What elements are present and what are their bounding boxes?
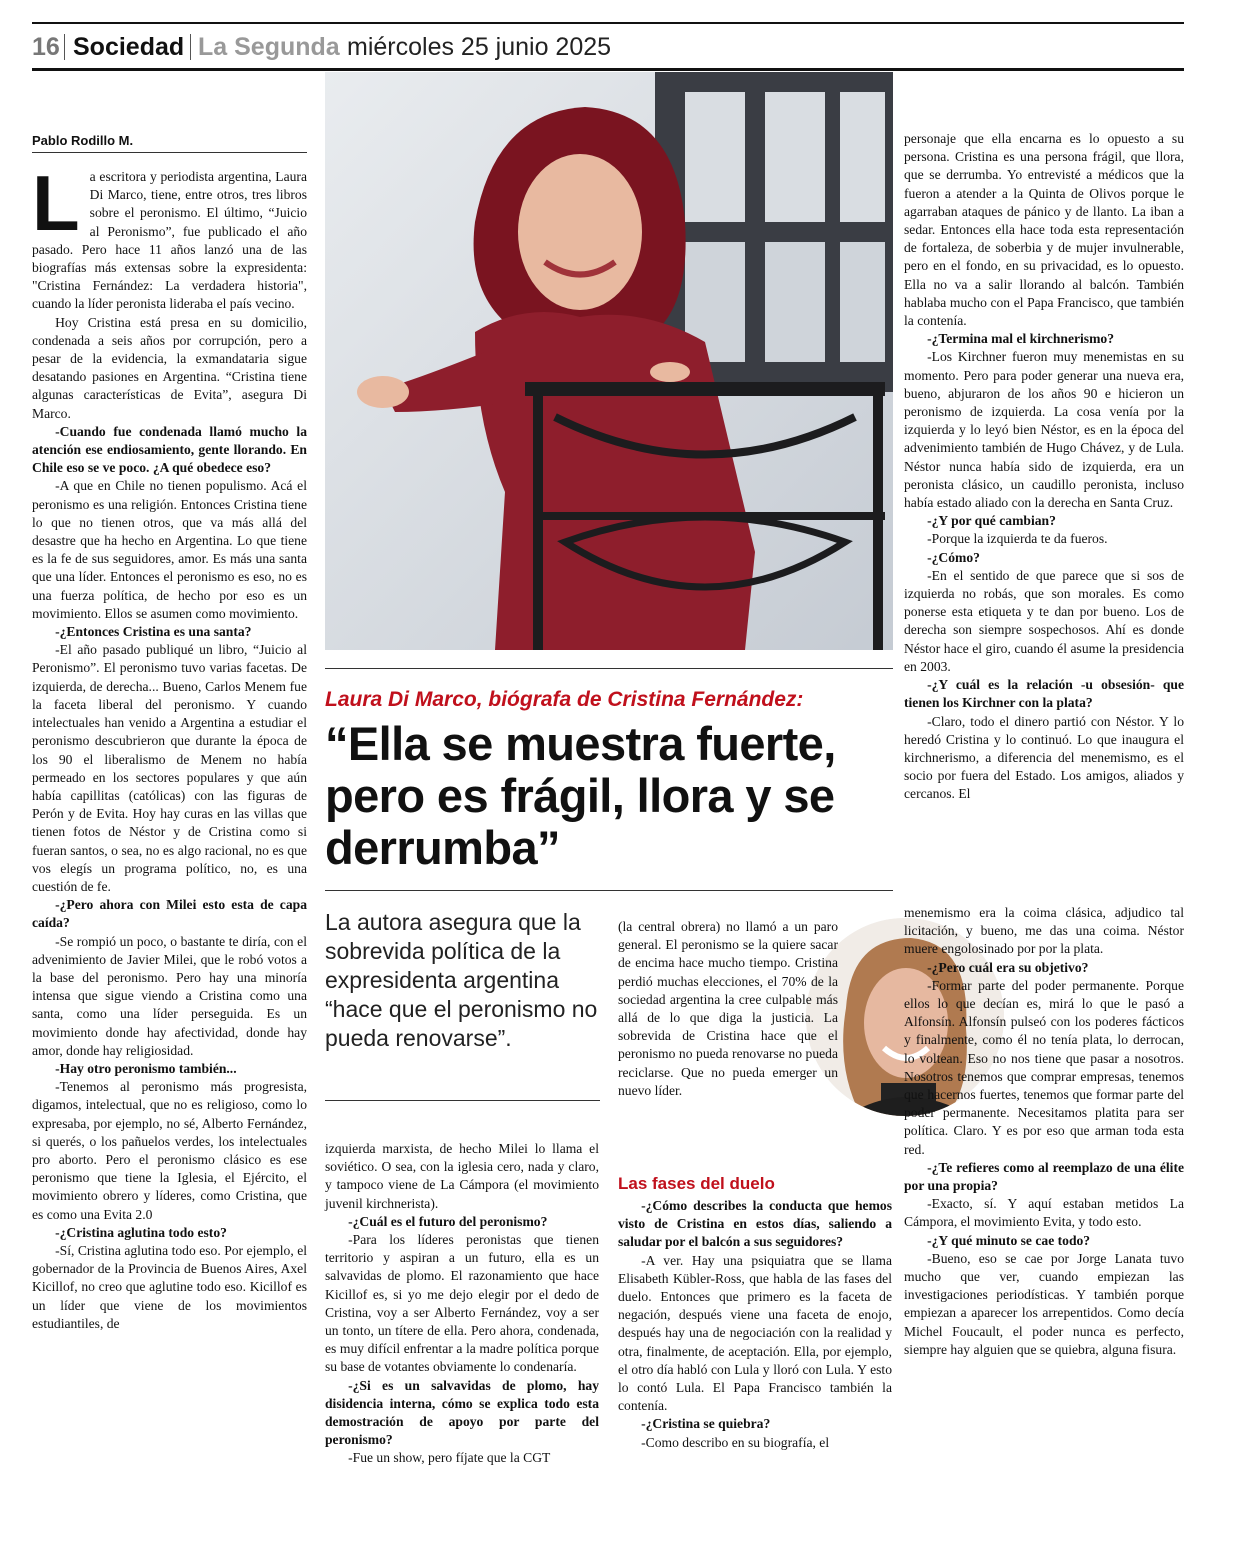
body-paragraph: -Se rompió un poco, o bastante te diría, con el advenimiento de Javier Milei, que le robó votos a la base del peronismo. Pero hay una minoría intensa que sigue viendo a Cristina como una santa, como una líder perseguida. Es un movimiento donde hay afectividad, donde hay amor, donde hay religiosidad. xyxy=(32,933,307,1058)
deck-rule xyxy=(325,1100,600,1101)
interview-question: -¿Y qué minuto se cae todo? xyxy=(927,1232,1091,1248)
publication-name: La Segunda xyxy=(198,33,340,61)
interview-question: -¿Pero cuál era su objetivo? xyxy=(927,959,1089,975)
body-paragraph: -Tenemos al peronismo más progresista, digamos, intelectual, que no es religioso, como lo expresaba, por ejemplo, no sé, Alberto Fernández, si querés, o los pañuelos verdes, los intelectuales pro aborto. Pero el peronismo clásico es ese peronismo que tiene la Iglesia, el Ejército, el movimiento obrero y líderes, como Cristina, que es como una Evita 2.0 xyxy=(32,1079,307,1222)
body-paragraph: -Porque la izquierda te da fueros. xyxy=(927,531,1108,547)
body-paragraph: -Bueno, eso se cae por Jorge Lanata tuvo mucho que ver, cuando empiezan las investigaciones periodísticas. Y también porque empiezan a aparecer los arrepentidos. Como decía Michel Foucault, el poder nunca es perfecto, siempre hay alguien que se quiebra, alguna fisura. xyxy=(904,1250,1184,1357)
interview-question: -¿Pero ahora con Milei esto esta de capa caída? xyxy=(32,897,307,931)
headline-rule xyxy=(325,890,893,891)
body-paragraph: -Los Kirchner fueron muy menemistas en su momento. Pero para poder generar una nueva era, bueno, abjuraron de los años 90 e hicieron un peronismo de izquierda. La cosa venía por la izquierda y lo leyó bien Néstor, es en la época del advenimiento también de Hugo Chávez, y de Lula. Néstor nunca había sido de izquierda, era un peronista clásico, un caudillo peronista, incluso había estado aliado con la derecha en Santa Cruz. xyxy=(904,349,1184,511)
subhead: Las fases del duelo xyxy=(618,1174,775,1193)
article-column-3 xyxy=(618,1197,892,1452)
interview-question: -¿Cristina aglutina todo esto? xyxy=(55,1224,227,1240)
deck: La autora asegura que la sobrevida política de la expresidenta argentina “hace que el peronismo no pueda renovarse”. xyxy=(325,909,598,1051)
interview-question: -¿Y por qué cambian? xyxy=(927,513,1056,529)
body-paragraph: menemismo era la coima clásica, adjudico tal licitación, y bueno, me das una coima. Néstor muere engolosinado por por la plata. xyxy=(904,905,1184,957)
body-paragraph: -Sí, Cristina aglutina todo eso. Por ejemplo, el gobernador de la Provincia de Buenos Aires, Axel Kicillof, no creo que aglutine todo eso. Kicillof es un líder que viene de los movimientos estudiantiles, de xyxy=(32,1242,307,1331)
interview-question: -¿Termina mal el kirchnerismo? xyxy=(927,331,1115,347)
interview-question: -¿Cómo describes la conducta que hemos visto de Cristina en estos días, saliendo a saludar por el balcón a sus seguidores? xyxy=(618,1198,892,1250)
body-paragraph: -Como describo en su biografía, el xyxy=(641,1434,830,1450)
body-paragraph: -Exacto, sí. Y aquí estaban metidos La Cámpora, el movimiento Evita, y todo esto. xyxy=(904,1196,1184,1230)
body-paragraph: -Para los líderes peronistas que tienen territorio y aspiran a un futuro, ella es un salvavidas de plomo. El razonamiento que hace Kicillof es, si yo me dejo elegir por el dedo de Cristina, voy a ser Alberto Fernández, voy a ser un tonto, un títere de ella. Pero ahora, condenada, es muy difícil enfrentar a la madre política porque su base de votantes obviamente lo condenaría. xyxy=(325,1232,599,1375)
article-column-4-bottom xyxy=(904,904,1184,1359)
body-paragraph: izquierda marxista, de hecho Milei lo llama el soviético. O sea, con la iglesia cero, nada y claro, y tampoco viene de La Cámpora (el movimiento juvenil kirchnerista). xyxy=(325,1141,599,1211)
interview-question: -¿Cristina se quiebra? xyxy=(641,1416,771,1432)
headline-kicker: Laura Di Marco, biógrafa de Cristina Fernández: xyxy=(325,688,804,711)
interview-question: -Hay otro peronismo también... xyxy=(55,1060,237,1076)
page-header xyxy=(32,22,1184,72)
header-rule xyxy=(32,68,1184,71)
main-photo xyxy=(325,72,893,650)
body-paragraph: La escritora y periodista argentina, Laura Di Marco, tiene, entre otros, tres libros sobre el peronismo. El último, “Juicio al Peronismo”, fue publicado el año pasado. Pero hace 11 años lanzó una de las biografías más extensas sobre la expresidenta: "Cristina Fernández: La verdadera historia", cuando la líder peronista lideraba el país vecino. xyxy=(32,159,307,312)
interview-question: -Cuando fue condenada llamó mucho la atención ese endiosamiento, gente llorando. En Chile eso se ve poco. ¿A qué obedece eso? xyxy=(32,423,307,476)
drop-cap: L xyxy=(32,159,80,247)
body-paragraph: -Fue un show, pero fíjate que la CGT xyxy=(348,1450,551,1466)
body-paragraph: -Claro, todo el dinero partió con Néstor. Y lo heredó Cristina y lo continuó. Lo que inaugura el kirchnerismo, a diferencia del menemismo, es el socio por fuera del Estado. Los amigos, aliados y cercanos. El xyxy=(904,713,1184,802)
body-paragraph: -El año pasado publiqué un libro, “Juicio al Peronismo”. El peronismo tuvo varias facetas. De izquierda, de derecha... Bueno, Carlos Menem fue la faceta liberal del peronismo. Y cuando intelectuales han venido a Argentina a estudiar el peronismo descubrieron que durante la época de los 90 el liberalismo de Menem no había permeado en los sectores populares y que aún había capillitas (católicas) con las figuras de Perón y de Evita. Hoy hay curas en las villas que tienen fotos de Néstor y de Cristina como si fueran santos, o sea, no es algo racional, no es que vos elegís un programa político, no, es una cuestión de fe. xyxy=(32,642,307,894)
body-paragraph: -Formar parte del poder permanente. Porque ellos lo que decían es, mirá lo que le pasó a Alfonsín. Alfonsín pulseó con los poderes fácticos y finalmente, como él no tenía plata, lo derrocan, lo voltean. Eso no nos tiene que pasar a nosotros. Nosotros tenemos que comprar empresas, tenemos que hacernos fuertes, tenemos que formar parte del poder permanente. Necesitamos platita para ser política. Claro. Y es por eso que arman toda esta red. xyxy=(904,977,1184,1157)
byline-rule xyxy=(32,152,307,153)
body-paragraph: -A ver. Hay una psiquiatra que se llama Elisabeth Kübler-Ross, que habla de las fases del duelo. Entonces que primero es la faceta de negación, después viene una faceta de enojo, después hay una de negociación con la realidad y otra, finalmente, de aceptación. Ella, por ejemplo, el otro día habló con Lula y lloró con Lula. Y esto lo contó Lula. El Papa Francisco también la contenía. xyxy=(618,1252,892,1414)
article-column-3-top xyxy=(618,918,838,1100)
interview-question: -¿Y cuál es la relación -u obsesión- que tienen los Kirchner con la plata? xyxy=(904,677,1184,711)
interview-question: -¿Cuál es el futuro del peronismo? xyxy=(348,1213,548,1229)
interview-question: -¿Te refieres como al reemplazo de una élite por una propia? xyxy=(904,1159,1184,1194)
byline: Pablo Rodillo M. xyxy=(32,133,134,148)
section-name: Sociedad xyxy=(73,33,185,61)
header-divider xyxy=(190,34,191,60)
body-paragraph: -A que en Chile no tienen populismo. Acá el peronismo es una religión. Entonces Cristina tiene lo que no tienen otros, que va más allá del desastre que ha hecho en Argentina. Lo que tiene es la fe de sus seguidores, amor. Es más una santa que una líder. Entonces el peronismo es eso, no es una fuerza política, de hecho por eso es un movimiento. Ellos se asumen como movimiento. xyxy=(32,478,307,621)
page-number: 16 xyxy=(32,33,60,61)
body-paragraph: Hoy Cristina está presa en su domicilio, condenada a seis años por corrupción, pero a pesar de la evidencia, la exmandataria sigue desatando pasiones en Argentina. “Cristina tiene algunas características de Evita”, asegura Di Marco. xyxy=(32,314,307,421)
interview-question: -¿Entonces Cristina es una santa? xyxy=(55,624,252,640)
body-paragraph: personaje que ella encarna es lo opuesto a su persona. Cristina es una persona frágil, que llora, que se derrumba. Yo entrevisté a médicos que la fueron a atender a la Quinta de Olivos porque le agarraban ataques de pánico y de llanto. La iban a sedar. Entonces ella hace toda esta representación de fortaleza, de soberbia y de mujer invulnerable, pero en el fondo, en su privacidad, es lo opuesto. Ella no va a salir llorando al balcón. También hablaba mucho con el Papa Francisco, que también la contenía. xyxy=(904,131,1184,329)
article-column-2 xyxy=(325,1140,599,1468)
issue-date: miércoles 25 junio 2025 xyxy=(347,33,612,61)
headline: “Ella se muestra fuerte, pero es frágil, llora y se derrumba” xyxy=(325,717,836,874)
article-column-1 xyxy=(32,132,307,1333)
photo-rule xyxy=(325,668,893,669)
article-column-4 xyxy=(904,130,1184,804)
body-paragraph: (la central obrera) no llamó a un paro general. El peronismo se la quiere sacar de encima hace mucho tiempo. Cristina perdió muchas elecciones, el 70% de la sociedad argentina la cree culpable más allá de lo que diga la justicia. La sobrevida de Cristina hace que el peronismo no pueda renovarse no pueda reciclarse. Que no pueda emerger un nuevo líder. xyxy=(618,919,838,1098)
interview-question: -¿Si es un salvavidas de plomo, hay disidencia interna, cómo se explica todo esta demostración de apoyo por parte del peronismo? xyxy=(325,1377,599,1448)
body-paragraph: -En el sentido de que parece que si sos de izquierda no robás, que son morales. Es como ponerse esta etiqueta y te dan por bueno. Los de derecha son siempre sospechosos. Ahí es donde Néstor hace el giro, cuando él asume la presidencia en 2003. xyxy=(904,567,1184,674)
interview-question: -¿Cómo? xyxy=(927,549,980,565)
header-divider xyxy=(64,34,65,60)
